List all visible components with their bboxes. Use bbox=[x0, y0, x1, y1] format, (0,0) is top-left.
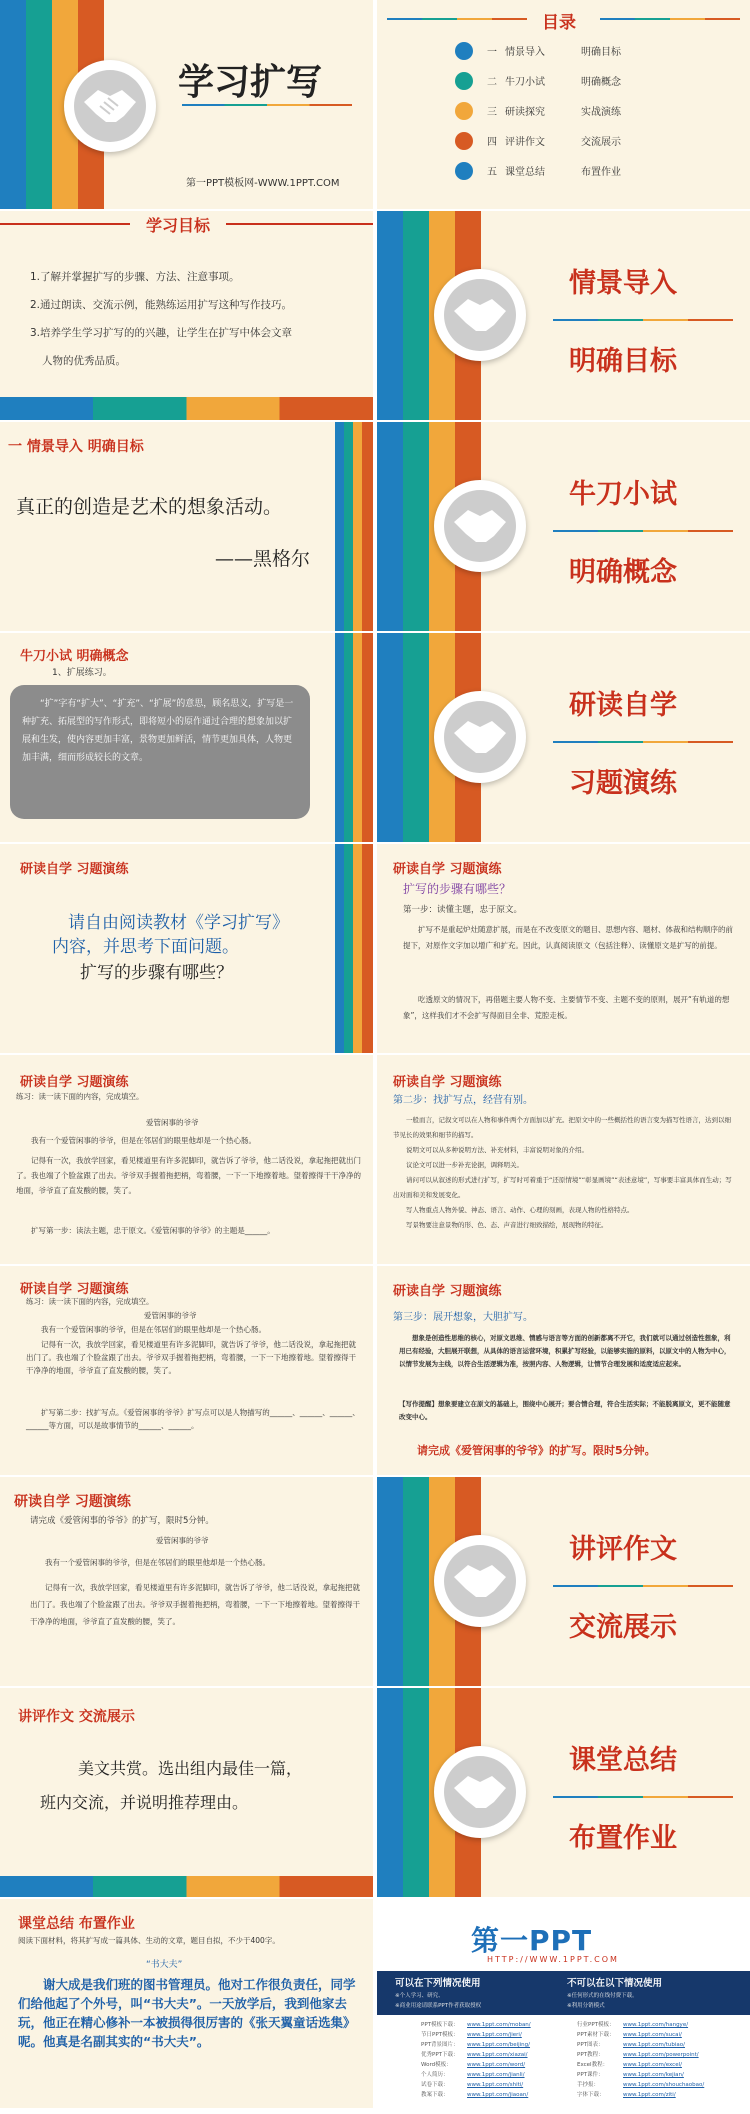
slide-objectives[interactable] bbox=[0, 211, 373, 420]
story-p2: 记得有一次，我放学回家，看见楼道里有许多泥脚印，就告诉了爷爷，他二话没说，拿起拖把就出门了。我也端了个脸盆跟了出去。爷爷双手握着拖把柄，弯着腰，一下一下地擦着地。望着擦得干干净净的地面，爷爷直了直发酸的腰，笑了。 bbox=[30, 1583, 360, 1626]
site-url[interactable]: HTTP://WWW.1PPT.COM bbox=[487, 1955, 619, 1964]
resource-link-url[interactable]: www.1ppt.com/excel/ bbox=[623, 2062, 682, 2068]
section-line1: 情景导入 bbox=[569, 268, 677, 299]
bottom-stripes bbox=[0, 1876, 373, 1897]
section-line1: 牛刀小试 bbox=[569, 479, 677, 510]
resource-link-url[interactable]: www.1ppt.com/beijing/ bbox=[467, 2042, 531, 2048]
slide-step-1[interactable] bbox=[377, 844, 750, 1053]
footer-text: 第一PPT模板网-WWW.1PPT.COM bbox=[186, 178, 340, 189]
handshake-icon bbox=[434, 480, 526, 572]
resource-link-label: 优秀PPT下载： bbox=[421, 2052, 459, 2058]
slide-contents[interactable] bbox=[377, 0, 750, 209]
resource-link-row[interactable] bbox=[421, 2071, 525, 2080]
resource-link-row[interactable] bbox=[577, 2021, 688, 2030]
objective-1: 1.了解并掌握扩写的步骤、方法、注意事项。 bbox=[30, 271, 240, 283]
divider-right bbox=[600, 18, 740, 20]
handshake-icon bbox=[434, 1535, 526, 1627]
section-divider bbox=[553, 319, 733, 321]
sub-title: 1、扩展练习。 bbox=[52, 668, 112, 678]
section-line2: 习题演练 bbox=[569, 768, 677, 799]
contents-item[interactable] bbox=[455, 72, 745, 94]
slide-header: 研读自学 习题演练 bbox=[20, 1282, 129, 1297]
slide-header: 研读自学 习题演练 bbox=[393, 1284, 502, 1299]
quote-text: 真正的创造是艺术的想象活动。 bbox=[16, 496, 283, 518]
prompt-line1: 请自由阅读教材《学习扩写》 bbox=[68, 913, 289, 933]
review-line1: 美文共赏。选出组内最佳一篇， bbox=[78, 1759, 303, 1778]
resource-link-url[interactable]: www.1ppt.com/jianli/ bbox=[467, 2072, 525, 2078]
step-p6: 写景物要注意景物的形、色、态、声音进行细致描绘，展现物的特征。 bbox=[406, 1221, 608, 1229]
contents-item[interactable] bbox=[455, 42, 745, 64]
concept-box bbox=[10, 685, 310, 819]
section-line2: 明确概念 bbox=[569, 557, 677, 588]
resource-link-label: 节日PPT模板： bbox=[421, 2032, 459, 2038]
intro: 练习：读一读下面的内容，完成填空。 bbox=[16, 1092, 144, 1101]
contents-title: 目录 bbox=[542, 13, 576, 33]
resource-link-label: 试卷下载： bbox=[421, 2082, 449, 2088]
section-line2: 明确目标 bbox=[569, 346, 677, 377]
section-divider bbox=[553, 1796, 733, 1798]
objectives-list bbox=[30, 263, 360, 375]
resource-link-label: 个人简历： bbox=[421, 2072, 449, 2078]
handshake-icon bbox=[434, 1746, 526, 1838]
intro: 练习：读一读下面的内容，完成填空。 bbox=[26, 1297, 154, 1306]
resource-link-url[interactable]: www.1ppt.com/xiazai/ bbox=[467, 2052, 528, 2058]
contents-item-number: 五 bbox=[487, 167, 497, 178]
resource-link-label: PPT教程： bbox=[577, 2052, 604, 2058]
resource-link-url[interactable]: www.1ppt.com/shouchaobao/ bbox=[623, 2082, 705, 2088]
intro: 阅读下面材料，将其扩写成一篇具体、生动的文章，题目自拟，不少于400字。 bbox=[18, 1936, 280, 1945]
step-p4: 请问可以从叙述的形式进行扩写，扩写时可着重于“还原情境”“彰显画境”“表述意境”，写事要丰富具体而生动；写出对面和美和发展变化。 bbox=[393, 1176, 732, 1199]
story-title: 爱管闲事的爷爷 bbox=[144, 1311, 197, 1320]
story-p1: 我有一个爱管闲事的爷爷，但是在邻居们的眼里他却是一个热心肠。 bbox=[41, 1325, 266, 1334]
contents-item-number: 四 bbox=[487, 137, 497, 148]
slide-review[interactable] bbox=[0, 1688, 373, 1897]
resource-link-label: PPT图表： bbox=[577, 2042, 604, 2048]
resource-link-url[interactable]: www.1ppt.com/powerpoint/ bbox=[623, 2052, 699, 2058]
resource-link-label: PPT素材下载： bbox=[577, 2032, 615, 2038]
bullet-dot-icon bbox=[455, 72, 473, 90]
objective-3: 3.培养学生学习扩写的的兴趣，让学生在扩写中体会文章 bbox=[30, 327, 293, 339]
review-line2: 班内交流，并说明推荐理由。 bbox=[40, 1793, 249, 1812]
step-title: 第一步：读懂主题，忠于原文。 bbox=[403, 905, 523, 915]
slide-exercise-3[interactable] bbox=[0, 1477, 373, 1686]
resource-link-row[interactable] bbox=[577, 2041, 685, 2050]
contents-item-number: 二 bbox=[487, 77, 497, 88]
contents-item-number: 三 bbox=[487, 107, 497, 118]
bottom-stripes bbox=[0, 397, 373, 420]
resource-link-label: PPT课件： bbox=[577, 2072, 604, 2078]
objective-3-cont: 人物的优秀品质。 bbox=[42, 355, 126, 367]
resource-link-label: Excel教程： bbox=[577, 2062, 609, 2068]
resource-link-label: Word模板： bbox=[421, 2062, 452, 2068]
slide-step-3[interactable] bbox=[377, 1266, 750, 1475]
resource-link-row[interactable] bbox=[421, 2031, 522, 2040]
resource-link-url[interactable]: www.1ppt.com/sucai/ bbox=[623, 2032, 682, 2038]
slide-section-4[interactable] bbox=[377, 1477, 750, 1686]
section-divider bbox=[553, 530, 733, 532]
fill-question: 扩写第二步：找扩写点。《爱管闲事的爷爷》扩写点可以是人物描写的______、______、______、______等方面，可以是故事情节的______、______。 bbox=[26, 1408, 360, 1430]
step-p3: 议论文可以进一步补充论据，调释明关。 bbox=[406, 1161, 523, 1169]
objectives-title: 学习目标 bbox=[130, 213, 226, 236]
quote-author: ——黑格尔 bbox=[215, 548, 311, 570]
slide-header: 研读自学 习题演练 bbox=[393, 1075, 502, 1090]
bullet-dot-icon bbox=[455, 102, 473, 120]
resource-link-label: 字体下载： bbox=[577, 2092, 605, 2098]
slide-step-2[interactable] bbox=[377, 1055, 750, 1264]
resource-link-url[interactable]: www.1ppt.com/kejian/ bbox=[623, 2072, 684, 2078]
slide-exercise-1[interactable] bbox=[0, 1055, 373, 1264]
prompt-line2: 内容，并思考下面问题。 bbox=[52, 937, 239, 957]
story-title: “书大夫” bbox=[146, 1960, 183, 1970]
section-divider bbox=[553, 741, 733, 743]
resource-link-row[interactable] bbox=[577, 2071, 684, 2080]
bullet-dot-icon bbox=[455, 162, 473, 180]
resource-link-url[interactable]: www.1ppt.com/shiti/ bbox=[467, 2082, 524, 2088]
resource-link-row[interactable] bbox=[421, 2041, 530, 2050]
resource-link-label: PPT模板下载： bbox=[421, 2022, 459, 2028]
resource-link-label: 手抄报： bbox=[577, 2082, 600, 2088]
resource-link-row[interactable] bbox=[421, 2061, 525, 2070]
step-paragraph: 想象是创造性思维的核心，对原文思维、情感与语言等方面的创新都离不开它，我们就可以通过创造性想象，利用已有经验，大胆展开联想，从具体的语言运营环境，积累扩写经验，以能够实施的原料，以原文中的人物为中心，以情节发展为主线，以符合生活逻辑为准，按照内容、人物逻辑，让情节合理发展和适度适应起来。 bbox=[399, 1334, 731, 1368]
step-title: 第二步：找扩写点，经营有别。 bbox=[393, 1095, 533, 1106]
slide-concept[interactable] bbox=[0, 633, 373, 842]
slide-section-3[interactable] bbox=[377, 633, 750, 842]
site-logo: 第一PPT bbox=[471, 1924, 593, 1957]
resource-link-url[interactable]: www.1ppt.com/word/ bbox=[467, 2062, 526, 2068]
task-text: 请完成《爱管闲事的爷爷》的扩写。限时5分钟。 bbox=[417, 1444, 656, 1457]
step-p5: 写人物重点人物外貌、神态、语言、动作、心理的刻画，表现人物的性格特点。 bbox=[406, 1206, 634, 1214]
bullet-dot-icon bbox=[455, 42, 473, 60]
fill-question: 扩写第一步：读法主题，忠于原文。《爱管闲事的爷爷》的主题是______。 bbox=[31, 1226, 275, 1235]
slide-header: 一 情景导入 明确目标 bbox=[8, 439, 144, 455]
slide-section-2[interactable] bbox=[377, 422, 750, 631]
slide-reading-1[interactable] bbox=[0, 844, 373, 1053]
step-paragraph-2: 吃透原文的情况下，再借题主要人物不变、主要情节不变、主题不变的原则，展开“有轨道的想象”，这样我们才不会扩写得面目全非、荒腔走板。 bbox=[403, 995, 730, 1020]
story-title: 爱管闲事的爷爷 bbox=[156, 1536, 209, 1545]
resource-link-row[interactable] bbox=[421, 2091, 528, 2100]
title-underline bbox=[182, 104, 352, 106]
step-p2: 说明文可以从多种说明方法、补充材料，丰富说明对象的介绍。 bbox=[406, 1146, 588, 1154]
contents-item-label: 研读探究 bbox=[505, 107, 545, 118]
resource-link-row[interactable] bbox=[577, 2051, 699, 2060]
handshake-icon bbox=[434, 269, 526, 361]
divider-left bbox=[387, 18, 527, 20]
slide-quote[interactable] bbox=[0, 422, 373, 631]
slide-header: 研读自学 习题演练 bbox=[14, 1494, 131, 1510]
story-p1: 我有一个爱管闲事的爷爷，但是在邻居们的眼里他却是一个热心肠。 bbox=[31, 1136, 256, 1145]
section-line1: 研读自学 bbox=[569, 690, 677, 721]
resource-link-row[interactable] bbox=[577, 2081, 704, 2090]
slide-header: 讲评作文 交流展示 bbox=[18, 1709, 135, 1725]
contents-item-sublabel: 明确目标 bbox=[581, 47, 621, 58]
resource-link-url[interactable]: www.1ppt.com/hangye/ bbox=[623, 2022, 689, 2028]
slide-title[interactable] bbox=[0, 0, 373, 209]
contents-item[interactable] bbox=[455, 162, 745, 184]
step-content bbox=[393, 1113, 733, 1233]
contents-item-label: 牛刀小试 bbox=[505, 77, 545, 88]
resource-link-row[interactable] bbox=[421, 2051, 528, 2060]
slide-credits[interactable] bbox=[377, 1899, 750, 2108]
resource-link-url[interactable]: www.1ppt.com/ziti/ bbox=[623, 2092, 676, 2098]
story-p1: 我有一个爱管闲事的爷爷，但是在邻居们的眼里他却是一个热心肠。 bbox=[45, 1558, 270, 1567]
resource-link-url[interactable]: www.1ppt.com/tubiao/ bbox=[623, 2042, 685, 2048]
contents-item-sublabel: 明确概念 bbox=[581, 77, 621, 88]
slide-header: 研读自学 习题演练 bbox=[20, 1075, 129, 1090]
resource-link-url[interactable]: www.1ppt.com/jieri/ bbox=[467, 2032, 522, 2038]
slide-header: 牛刀小试 明确概念 bbox=[20, 649, 129, 664]
resource-link-row[interactable] bbox=[421, 2021, 531, 2030]
step-p1: 一般而言，记叙文可以在人物和事件两个方面加以扩充。把原文中的一些概括性的语言变为描写性语言，达到以细节见长的效果和细节的描写。 bbox=[393, 1116, 731, 1139]
slide-section-5[interactable] bbox=[377, 1688, 750, 1897]
contents-item-number: 一 bbox=[487, 47, 497, 58]
resource-link-url[interactable]: www.1ppt.com/moban/ bbox=[467, 2022, 531, 2028]
resource-link-label: 教案下载： bbox=[421, 2092, 449, 2098]
slide-header: 课堂总结 布置作业 bbox=[18, 1916, 135, 1932]
slide-header: 研读自学 习题演练 bbox=[393, 862, 502, 877]
forbidden-sub2: ※利用分销模式 bbox=[567, 2003, 605, 2009]
writing-tip: 【写作提醒】想象要建立在原文的基础上，围绕中心展开；要合情合理，符合生活实际；不能脱离原文，更不能随意改变中心。 bbox=[399, 1400, 731, 1421]
section-line2: 交流展示 bbox=[569, 1612, 677, 1643]
contents-item-label: 情景导入 bbox=[505, 47, 545, 58]
section-line2: 布置作业 bbox=[569, 1823, 677, 1854]
forbidden-sub: ※任何形式的在线付费下载。 bbox=[567, 1993, 638, 1999]
resource-link-row[interactable] bbox=[577, 2091, 676, 2100]
contents-item-label: 评讲作文 bbox=[505, 137, 545, 148]
contents-item-sublabel: 布置作业 bbox=[581, 167, 621, 178]
usage-banner bbox=[377, 1971, 750, 2015]
resource-link-row[interactable] bbox=[577, 2061, 682, 2070]
slide-section-1[interactable] bbox=[377, 211, 750, 420]
bullet-dot-icon bbox=[455, 132, 473, 150]
allowed-title: 可以在下列情况使用 bbox=[395, 1978, 481, 1989]
story-title: 爱管闲事的爷爷 bbox=[146, 1118, 199, 1127]
objective-2: 2.通过朗读、交流示例，能熟练运用扩写这种写作技巧。 bbox=[30, 299, 293, 311]
deck-title: 学习扩写 bbox=[178, 62, 323, 103]
slide-homework[interactable] bbox=[0, 1899, 373, 2108]
resource-link-row[interactable] bbox=[421, 2081, 523, 2090]
resource-link-label: 行业PPT模板： bbox=[577, 2022, 615, 2028]
allowed-sub: ※个人学习、研究、 bbox=[395, 1993, 444, 1999]
forbidden-title: 不可以在以下情况使用 bbox=[567, 1978, 663, 1989]
slide-header: 研读自学 习题演练 bbox=[20, 862, 129, 877]
section-line1: 课堂总结 bbox=[569, 1745, 677, 1776]
stripe-teal bbox=[26, 0, 52, 209]
question: 扩写的步骤有哪些？ bbox=[403, 882, 512, 896]
section-line1: 讲评作文 bbox=[569, 1534, 677, 1565]
resource-link-url[interactable]: www.1ppt.com/jiaoan/ bbox=[467, 2092, 529, 2098]
story-p2: 记得有一次，我放学回家，看见楼道里有许多泥脚印，就告诉了爷爷，他二话没说，拿起拖把就出门了。我也端了个脸盆跟了出去。爷爷双手握着拖把柄，弯着腰，一下一下地擦着地。望着擦得干干净净的地面，爷爷直了直发酸的腰，笑了。 bbox=[16, 1156, 361, 1195]
slide-exercise-2[interactable] bbox=[0, 1266, 373, 1475]
prompt-line3: 扩写的步骤有哪些？ bbox=[80, 963, 233, 983]
contents-item-label: 课堂总结 bbox=[505, 167, 545, 178]
stripe-blue bbox=[0, 0, 26, 209]
contents-item[interactable] bbox=[455, 102, 745, 124]
section-divider bbox=[553, 1585, 733, 1587]
allowed-sub2: ※商业用途请联系PPT作者获取授权 bbox=[395, 2003, 482, 2009]
task-text: 请完成《爱管闲事的爷爷》的扩写，限时5分钟。 bbox=[30, 1516, 214, 1526]
step-title: 第三步：展开想象，大胆扩写。 bbox=[393, 1312, 533, 1323]
step-paragraph-1: 扩写不是重起炉灶随意扩展，而是在不改变原文的题目、思想内容、题材、体裁和结构顺序的前提下，对原作文字加以增广和扩充。因此，认真阅读原文（包括注释）、读懂原文是扩写的前提。 bbox=[403, 925, 733, 950]
story-p2: 记得有一次，我放学回家，看见楼道里有许多泥脚印，就告诉了爷爷，他二话没说，拿起拖把就出门了。我也端了个脸盆跟了出去。爷爷双手握着拖把柄，弯着腰，一下一下地擦着地。望着擦得干干净净的地面，爷爷直了直发酸的腰，笑了。 bbox=[26, 1340, 356, 1375]
handshake-icon bbox=[434, 691, 526, 783]
handshake-icon bbox=[64, 60, 156, 152]
contents-item-sublabel: 交流展示 bbox=[581, 137, 621, 148]
concept-text: “扩”字有“扩大”、“扩充”、“扩展”的意思，顾名思义，扩写是一种扩充、拓展型的写作形式，即将短小的原作通过合理的想象加以扩展和生发，使内容更加丰富，景物更加鲜活，情节更加具体，人物更加丰满，细而形成较长的文章。 bbox=[22, 699, 294, 763]
resource-link-label: PPT背景图片： bbox=[421, 2042, 459, 2048]
story-body: 谢大成是我们班的图书管理员。他对工作很负责任，同学们给他起了个外号，叫“书大夫”。一天放学后，我到他家去玩，他正在精心修补一本被损得很厉害的《张天翼童话选集》呢。他真是名副其实的“书大夫”。 bbox=[18, 1977, 356, 2049]
contents-item-sublabel: 实战演练 bbox=[581, 107, 621, 118]
contents-item[interactable] bbox=[455, 132, 745, 154]
resource-link-row[interactable] bbox=[577, 2031, 682, 2040]
